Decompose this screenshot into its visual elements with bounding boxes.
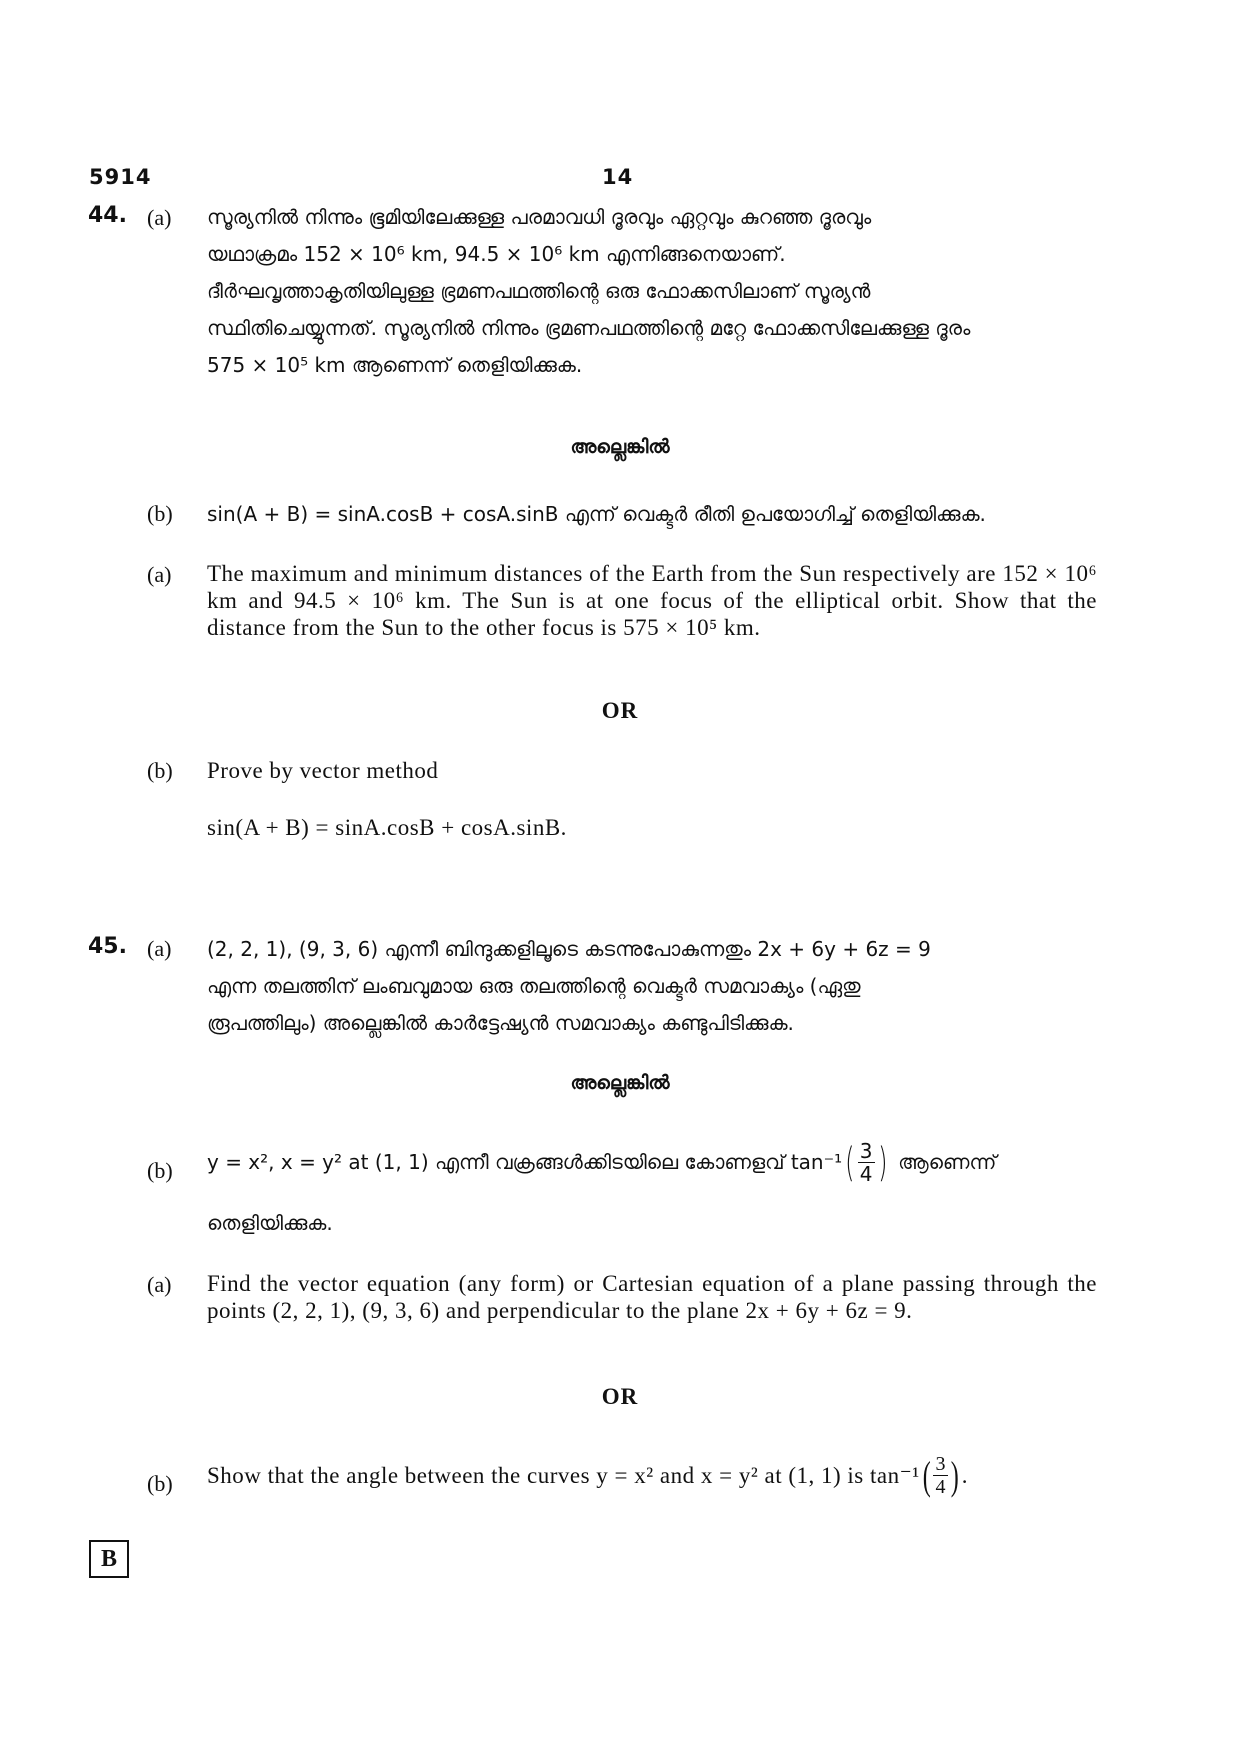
q45-english-part-b bbox=[207, 1453, 1107, 1498]
q45-malayalam-part-b-line1 bbox=[207, 1140, 1097, 1185]
text-line: ദീർഘവൃത്താകൃതിയിലുള്ള ഭ്രമണപഥത്തിന്റെ ഒരു ഫോക്കസിലാണ് സൂര്യൻ bbox=[207, 279, 871, 303]
text-line: എന്ന തലത്തിന് ലംബവുമായ ഒരു തലത്തിന്റെ വെക്ടർ സമവാക്യം (ഏതു bbox=[207, 974, 861, 998]
q45-malayalam-part-a bbox=[207, 931, 1097, 1042]
part-label-a: (a) bbox=[147, 1272, 172, 1297]
fraction-denominator: 4 bbox=[859, 1162, 873, 1186]
or-heading: OR bbox=[601, 1384, 639, 1409]
q44-english-part-b-line1: Prove by vector method bbox=[207, 758, 439, 783]
right-paren: ) bbox=[950, 1452, 960, 1498]
fraction-numerator: 3 bbox=[859, 1139, 873, 1163]
q44-malayalam-part-b: sin(A + B) = sinA.cosB + cosA.sinB എന്ന് വെക്ടർ രീതി ഉപയോഗിച്ച് തെളിയിക്കുക. bbox=[207, 502, 986, 526]
booklet-code-box: B bbox=[89, 1540, 129, 1578]
question-number-45: 45. bbox=[88, 934, 127, 959]
fraction-denominator: 4 bbox=[935, 1476, 946, 1498]
right-paren: ) bbox=[877, 1139, 888, 1186]
part-label-b: (b) bbox=[147, 758, 173, 783]
part-label-a: (a) bbox=[147, 936, 172, 961]
fraction-numerator: 3 bbox=[935, 1453, 946, 1475]
question-paper-code: 5914 bbox=[89, 165, 152, 189]
text-line: സൂര്യനിൽ നിന്നും ഭൂമിയിലേക്കുള്ള പരമാവധി ദൂരവും ഏറ്റവും കുറഞ്ഞ ദൂരവും bbox=[207, 205, 872, 229]
text-line: 575 × 10⁵ km ആണെന്ന് തെളിയിക്കുക. bbox=[207, 353, 583, 377]
part-label-b: (b) bbox=[147, 1158, 173, 1183]
part-label-b: (b) bbox=[147, 501, 173, 526]
question-number-44: 44. bbox=[88, 203, 127, 228]
q44-english-part-b-formula: sin(A + B) = sinA.cosB + cosA.sinB. bbox=[207, 815, 567, 840]
text-line: (2, 2, 1), (9, 3, 6) എന്നീ ബിന്ദുക്കളിലൂടെ കടന്നുപോകുന്നതും 2x + 6y + 6z = 9 bbox=[207, 937, 931, 961]
left-paren: ( bbox=[922, 1452, 931, 1498]
text-segment: y = x², x = y² at (1, 1) എന്നീ വക്രങ്ങൾക്കിടയിലെ കോണളവ് tan⁻¹ bbox=[207, 1150, 843, 1174]
fraction-three-fourths bbox=[920, 1453, 962, 1498]
part-label-a: (a) bbox=[147, 205, 172, 230]
fraction bbox=[933, 1453, 948, 1498]
q44-malayalam-part-a bbox=[207, 199, 1097, 384]
text-segment: Show that the angle between the curves y = x² and x = y² at (1, 1) is tan⁻¹ bbox=[207, 1463, 920, 1488]
or-heading: OR bbox=[601, 698, 639, 723]
q44-english-part-a: The maximum and minimum distances of the Earth from the Sun respectively are 152 × 10⁶ km and 94.5 × 10⁶ km. The Sun is at one focus of the elliptical orbit. Show that the distance from the Sun to the other focus is 575 × 10⁵ km. bbox=[207, 561, 1097, 640]
q45-malayalam-part-b-line2: തെളിയിക്കുക. bbox=[207, 1211, 333, 1235]
text-line: രൂപത്തിലും) അല്ലെങ്കിൽ കാർട്ടേഷ്യൻ സമവാക്യം കണ്ടുപിടിക്കുക. bbox=[207, 1011, 794, 1035]
or-heading-malayalam: അല്ലെങ്കിൽ bbox=[570, 1072, 670, 1094]
text-line: സ്ഥിതിചെയ്യുന്നത്. സൂര്യനിൽ നിന്നും ഭ്രമണപഥത്തിന്റെ മറ്റേ ഫോക്കസിലേക്കുള്ള ദൂരം bbox=[207, 316, 971, 340]
text-segment: ആണെന്ന് bbox=[898, 1150, 997, 1174]
part-label-a: (a) bbox=[147, 562, 172, 587]
part-label-b: (b) bbox=[147, 1471, 173, 1496]
left-paren: ( bbox=[845, 1139, 855, 1186]
fraction-three-fourths bbox=[842, 1140, 890, 1185]
or-heading-malayalam: അല്ലെങ്കിൽ bbox=[570, 436, 670, 458]
text-segment: . bbox=[961, 1463, 969, 1488]
q45-english-part-a: Find the vector equation (any form) or Cartesian equation of a plane passing through the points (2, 2, 1), (9, 3, 6) and perpendicular to the plane 2x + 6y + 6z = 9. bbox=[207, 1271, 1097, 1323]
text-line: യഥാക്രമം 152 × 10⁶ km, 94.5 × 10⁶ km എന്നിങ്ങനെയാണ്. bbox=[207, 242, 786, 266]
fraction bbox=[858, 1140, 875, 1185]
text-line bbox=[207, 236, 1097, 273]
page-number: 14 bbox=[602, 165, 634, 189]
